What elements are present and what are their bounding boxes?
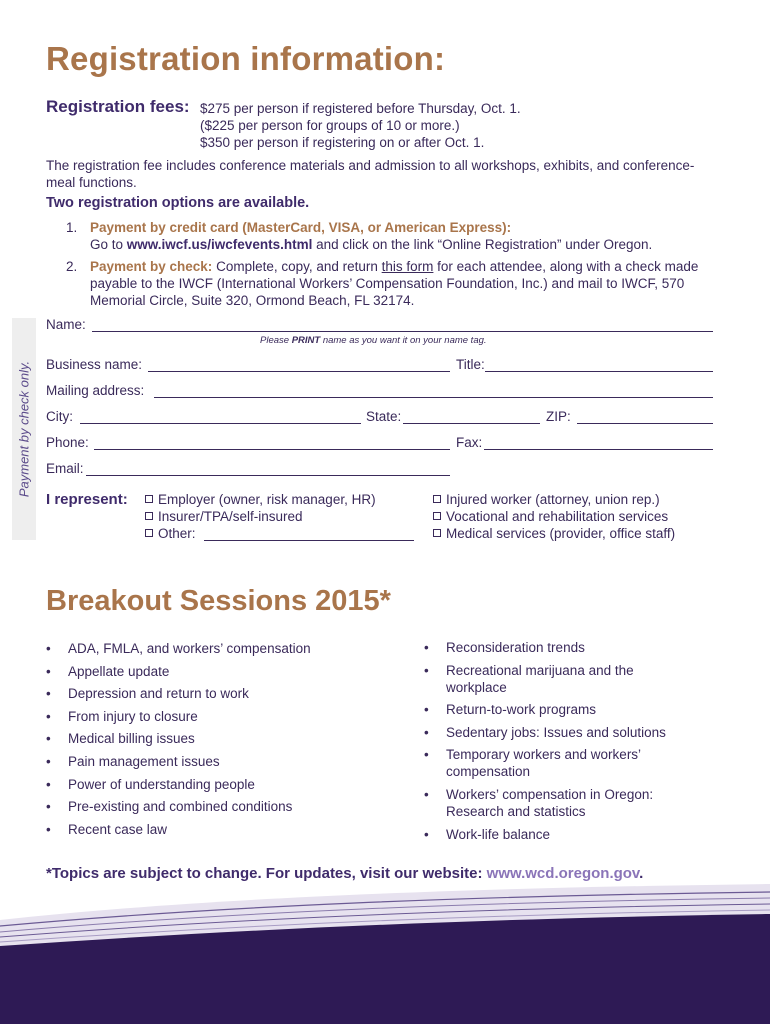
- zip-label: ZIP:: [546, 409, 571, 424]
- list-item: • ADA, FMLA, and workers’ compensation: [46, 640, 406, 657]
- option-title: Payment by credit card (MasterCard, VISA, or American Express):: [90, 220, 512, 235]
- option-text: and click on the link “Online Registration” under Oregon.: [312, 237, 653, 252]
- phone-label: Phone:: [46, 435, 89, 450]
- option-title: Payment by check:: [90, 259, 213, 274]
- medical-services-checkbox[interactable]: Medical services (provider, office staff): [433, 526, 675, 541]
- business-name-label: Business name:: [46, 357, 143, 372]
- mailing-address-label: Mailing address:: [46, 383, 145, 398]
- list-item: • Workers’ compensation in Oregon: Research and statistics: [424, 786, 694, 820]
- list-item: • From injury to closure: [46, 708, 406, 725]
- phone-field[interactable]: [94, 449, 450, 450]
- form-link[interactable]: this form: [381, 259, 434, 274]
- sessions-left-list: [46, 640, 406, 838]
- checkbox-icon: [433, 495, 441, 503]
- checkbox-icon: [433, 512, 441, 520]
- email-label: Email:: [46, 461, 84, 476]
- option-number: 1.: [66, 220, 78, 235]
- title-field[interactable]: [485, 371, 713, 372]
- option-number: 2.: [66, 259, 78, 274]
- injured-worker-checkbox[interactable]: Injured worker (attorney, union rep.): [433, 492, 660, 507]
- vocational-checkbox[interactable]: Vocational and rehabilitation services: [433, 509, 668, 524]
- list-item: • Return-to-work programs: [424, 701, 694, 718]
- name-label: Name:: [46, 317, 86, 332]
- checkbox-icon: [433, 529, 441, 537]
- fax-field[interactable]: [484, 449, 713, 450]
- list-item: • Work-life balance: [424, 826, 694, 843]
- topics-note: *Topics are subject to change. For updates, visit our website: www.wcd.oregon.gov.: [46, 865, 644, 882]
- option-credit-card: [66, 219, 726, 253]
- option-text: Go to: [90, 237, 127, 252]
- checkbox-icon: [145, 512, 153, 520]
- list-item: • Depression and return to work: [46, 685, 406, 702]
- list-item: • Pre-existing and combined conditions: [46, 798, 406, 815]
- website-link[interactable]: www.wcd.oregon.gov: [486, 865, 640, 882]
- other-field[interactable]: [204, 540, 414, 541]
- fee-line: $275 per person if registered before Thursday, Oct. 1.: [200, 101, 521, 116]
- email-field[interactable]: [86, 475, 450, 476]
- city-field[interactable]: [80, 423, 361, 424]
- registration-link[interactable]: www.iwcf.us/iwcfevents.html: [126, 237, 313, 252]
- fax-label: Fax:: [456, 435, 483, 450]
- state-label: State:: [366, 409, 402, 424]
- name-hint: Please PRINT name as you want it on your name tag.: [260, 335, 487, 346]
- list-item: • Temporary workers and workers’ compensation: [424, 746, 694, 780]
- city-label: City:: [46, 409, 73, 424]
- list-item: • Pain management issues: [46, 753, 406, 770]
- list-item: • Power of understanding people: [46, 776, 406, 793]
- list-item: • Reconsideration trends: [424, 639, 694, 656]
- page-title: Registration information:: [46, 40, 446, 77]
- option-text: Complete, copy, and return: [212, 259, 382, 274]
- business-name-field[interactable]: [148, 371, 450, 372]
- name-field[interactable]: [92, 331, 713, 332]
- state-field[interactable]: [403, 423, 540, 424]
- decorative-wave-band: [0, 880, 770, 1024]
- sessions-right-list: [424, 639, 694, 843]
- fee-line: $350 per person if registering on or after Oct. 1.: [200, 135, 485, 150]
- breakout-title: Breakout Sessions 2015*: [46, 585, 391, 617]
- sidebar-label: Payment by check only.: [16, 360, 32, 498]
- list-item: • Sedentary jobs: Issues and solutions: [424, 724, 694, 741]
- options-heading: Two registration options are available.: [46, 195, 310, 211]
- fees-label: Registration fees:: [46, 97, 190, 116]
- list-item: • Recent case law: [46, 821, 406, 838]
- employer-checkbox[interactable]: Employer (owner, risk manager, HR): [145, 492, 376, 507]
- option-text: for each attendee, along with a check made payable to the IWCF (International Workers’ Compensation Foundation, Inc.) and mail to IWCF, 570 Memorial Circle, Suite 320, Ormond Beach, FL 32174.: [90, 259, 699, 308]
- check-only-sidebar: [12, 318, 36, 540]
- title-label: Title:: [456, 357, 485, 372]
- fee-line: ($225 per person for groups of 10 or more.): [200, 118, 460, 133]
- option-check: [66, 258, 726, 309]
- represent-label: I represent:: [46, 491, 128, 508]
- zip-field[interactable]: [577, 423, 713, 424]
- list-item: • Recreational marijuana and the workplace: [424, 662, 694, 696]
- list-item: • Appellate update: [46, 663, 406, 680]
- list-item: • Medical billing issues: [46, 730, 406, 747]
- fee-paragraph: The registration fee includes conference materials and admission to all workshops, exhibits, and conference-meal functions.: [46, 158, 695, 190]
- other-checkbox[interactable]: Other:: [145, 526, 196, 541]
- mailing-address-field[interactable]: [154, 397, 713, 398]
- checkbox-icon: [145, 495, 153, 503]
- checkbox-icon: [145, 529, 153, 537]
- insurer-checkbox[interactable]: Insurer/TPA/self-insured: [145, 509, 303, 524]
